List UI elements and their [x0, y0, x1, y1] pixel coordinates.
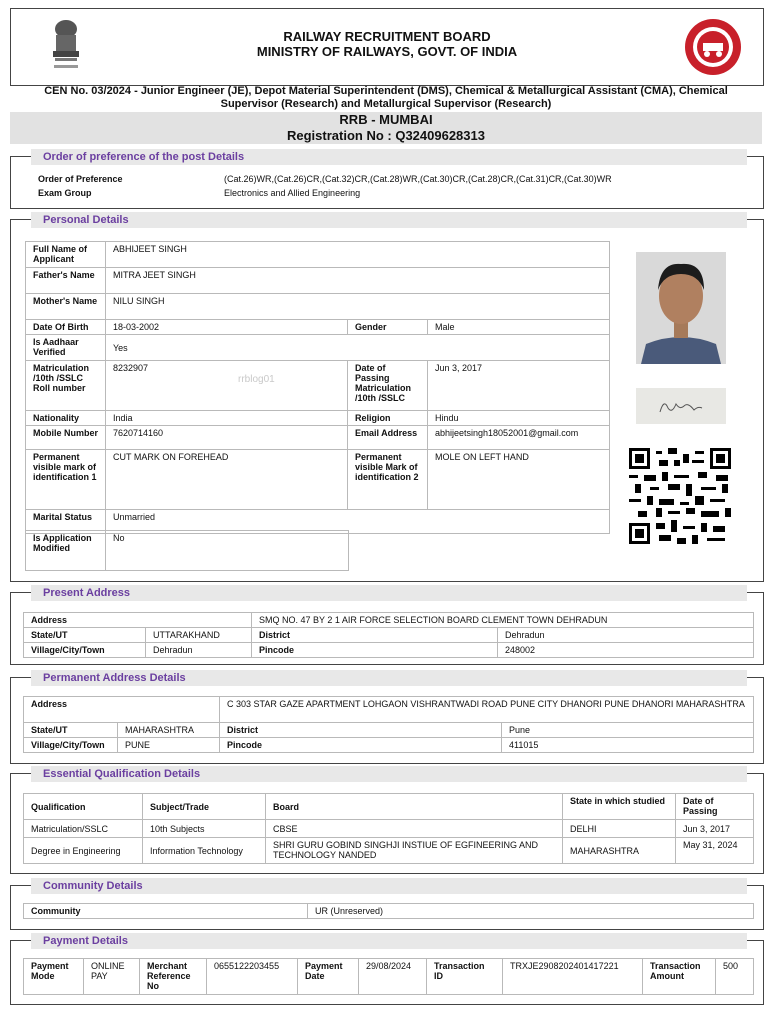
board-name: RAILWAY RECRUITMENT BOARD: [283, 29, 491, 44]
permanent-city-label: Village/City/Town: [24, 738, 118, 753]
dob-value: 18-03-2002: [106, 320, 348, 335]
qual-cell: Information Technology: [143, 838, 266, 864]
exam-group-label: Exam Group: [38, 188, 92, 198]
applicant-signature: [636, 388, 726, 424]
section-title: Present Address: [31, 585, 747, 601]
present-address-section: [10, 587, 764, 665]
qual-cell: Jun 3, 2017: [676, 820, 754, 838]
qual-cell: May 31, 2024: [676, 838, 754, 864]
community-table: [23, 903, 754, 919]
gender-label: Gender: [348, 320, 428, 335]
mobile-label: Mobile Number: [26, 426, 106, 450]
qual-header: Board: [266, 794, 563, 820]
permanent-pin-value: 411015: [502, 738, 754, 753]
dob-label: Date Of Birth: [26, 320, 106, 335]
mark1-value: CUT MARK ON FOREHEAD: [106, 450, 348, 510]
permanent-district-label: District: [220, 723, 502, 738]
transaction-amount-value: 500: [716, 959, 754, 995]
present-address-value: SMQ NO. 47 BY 2 1 AIR FORCE SELECTION BOARD CLEMENT TOWN DEHRADUN: [252, 613, 754, 628]
qual-header: Subject/Trade: [143, 794, 266, 820]
section-title: Permanent Address Details: [31, 670, 747, 686]
father-name-value: MITRA JEET SINGH: [106, 268, 610, 294]
permanent-city-value: PUNE: [118, 738, 220, 753]
qual-header: Date of Passing: [676, 794, 754, 820]
community-value: UR (Unreserved): [308, 904, 754, 919]
full-name-value: ABHIJEET SINGH: [106, 242, 610, 268]
qualification-section: [10, 768, 764, 874]
payment-mode-value: ONLINE PAY: [84, 959, 140, 995]
section-title: Community Details: [31, 878, 747, 894]
full-name-label: Full Name of Applicant: [26, 242, 106, 268]
qual-cell: SHRI GURU GOBIND SINGHJI INSTIUE OF EGFINEERING AND TECHNOLOGY NANDED: [266, 838, 563, 864]
table-row: [24, 838, 754, 864]
qual-cell: DELHI: [563, 820, 676, 838]
mother-name-label: Mother's Name: [26, 294, 106, 320]
permanent-state-label: State/UT: [24, 723, 118, 738]
present-district-label: District: [252, 628, 498, 643]
qual-cell: CBSE: [266, 820, 563, 838]
merchant-ref-value: 0655122203455: [207, 959, 298, 995]
payment-section: [10, 935, 764, 1005]
qual-cell: Degree in Engineering: [24, 838, 143, 864]
gender-value: Male: [428, 320, 610, 335]
indian-railways-logo-icon: [683, 17, 743, 77]
rrb-name: RRB - MUMBAI: [10, 112, 762, 128]
modified-table: [25, 530, 349, 571]
permanent-district-value: Pune: [502, 723, 754, 738]
religion-value: Hindu: [428, 411, 610, 426]
religion-label: Religion: [348, 411, 428, 426]
section-title: Personal Details: [31, 212, 747, 228]
matric-roll-label: Matriculation /10th /SSLC Roll number: [26, 361, 106, 411]
nationality-value: India: [106, 411, 348, 426]
ministry-name: MINISTRY OF RAILWAYS, GOVT. OF INDIA: [256, 44, 518, 59]
registration-number: Registration No : Q32409628313: [10, 128, 762, 144]
passing-date-value: Jun 3, 2017: [428, 361, 610, 411]
qual-cell: Matriculation/SSLC: [24, 820, 143, 838]
exam-group-value: Electronics and Allied Engineering: [224, 188, 361, 198]
community-label: Community: [24, 904, 308, 919]
qual-cell: MAHARASHTRA: [563, 838, 676, 864]
payment-date-label: Payment Date: [298, 959, 359, 995]
watermark-text: rrblog01: [238, 374, 275, 385]
cen-notice: CEN No. 03/2024 - Junior Engineer (JE), Depot Material Superintendent (DMS), Chemical & Metallurgical Assistant (CMA), Chemical Supervisor (Research) and Metallurgical Supervisor (Research): [44, 85, 728, 110]
marital-value: Unmarried: [106, 510, 610, 534]
present-address-table: [23, 612, 754, 658]
preference-table: [31, 172, 751, 200]
passing-date-label: Date of Passing Matriculation /10th /SSLC: [348, 361, 428, 411]
nationality-label: Nationality: [26, 411, 106, 426]
present-state-value: UTTARAKHAND: [146, 628, 252, 643]
payment-date-value: 29/08/2024: [359, 959, 427, 995]
qualification-table: [23, 793, 754, 864]
mark2-value: MOLE ON LEFT HAND: [428, 450, 610, 510]
community-section: [10, 880, 764, 930]
mark2-label: Permanent visible Mark of identification 2: [348, 450, 428, 510]
permanent-address-section: [10, 672, 764, 764]
present-pin-value: 248002: [498, 643, 754, 658]
qual-header: State in which studied: [563, 794, 676, 820]
mother-name-value: NILU SINGH: [106, 294, 610, 320]
table-row: [24, 820, 754, 838]
present-address-label: Address: [24, 613, 252, 628]
qual-header: Qualification: [24, 794, 143, 820]
present-city-value: Dehradun: [146, 643, 252, 658]
permanent-address-value: C 303 STAR GAZE APARTMENT LOHGAON VISHRANTWADI ROAD PUNE CITY DHANORI PUNE DHANORI MAHARASHTRA: [220, 697, 754, 723]
email-value: abhijeetsingh18052001@gmail.com: [428, 426, 610, 450]
transaction-amount-label: Transaction Amount: [643, 959, 716, 995]
preference-section: [10, 151, 764, 209]
modified-label: Is Application Modified: [26, 531, 106, 571]
order-value: (Cat.26)WR,(Cat.26)CR,(Cat.32)CR,(Cat.28)WR,(Cat.30)CR,(Cat.28)CR,(Cat.31)CR,(Cat.30)WR: [224, 174, 612, 184]
section-title: Payment Details: [31, 933, 747, 949]
permanent-pin-label: Pincode: [220, 738, 502, 753]
merchant-ref-label: Merchant Reference No: [140, 959, 207, 995]
applicant-photo: [636, 252, 726, 364]
matric-roll-value: 8232907: [106, 361, 348, 411]
header-box: [10, 8, 764, 86]
section-title: Order of preference of the post Details: [31, 149, 747, 165]
payment-mode-label: Payment Mode: [24, 959, 84, 995]
father-name-label: Father's Name: [26, 268, 106, 294]
qr-code: [629, 448, 731, 544]
present-state-label: State/UT: [24, 628, 146, 643]
present-district-value: Dehradun: [498, 628, 754, 643]
transaction-id-value: TRXJE2908202401417221: [503, 959, 643, 995]
present-city-label: Village/City/Town: [24, 643, 146, 658]
present-pin-label: Pincode: [252, 643, 498, 658]
mark1-label: Permanent visible mark of identification 1: [26, 450, 106, 510]
aadhaar-label: Is Aadhaar Verified: [26, 335, 106, 361]
qual-cell: 10th Subjects: [143, 820, 266, 838]
permanent-address-label: Address: [24, 697, 220, 723]
email-label: Email Address: [348, 426, 428, 450]
modified-value: No: [106, 531, 349, 571]
permanent-address-table: [23, 696, 754, 753]
marital-label: Marital Status: [26, 510, 106, 534]
personal-table: [25, 241, 610, 534]
order-label: Order of Preference: [38, 174, 123, 184]
mobile-value: 7620714160: [106, 426, 348, 450]
permanent-state-value: MAHARASHTRA: [118, 723, 220, 738]
payment-table: [23, 958, 754, 995]
transaction-id-label: Transaction ID: [427, 959, 503, 995]
aadhaar-value: Yes: [106, 335, 610, 361]
section-title: Essential Qualification Details: [31, 766, 747, 782]
